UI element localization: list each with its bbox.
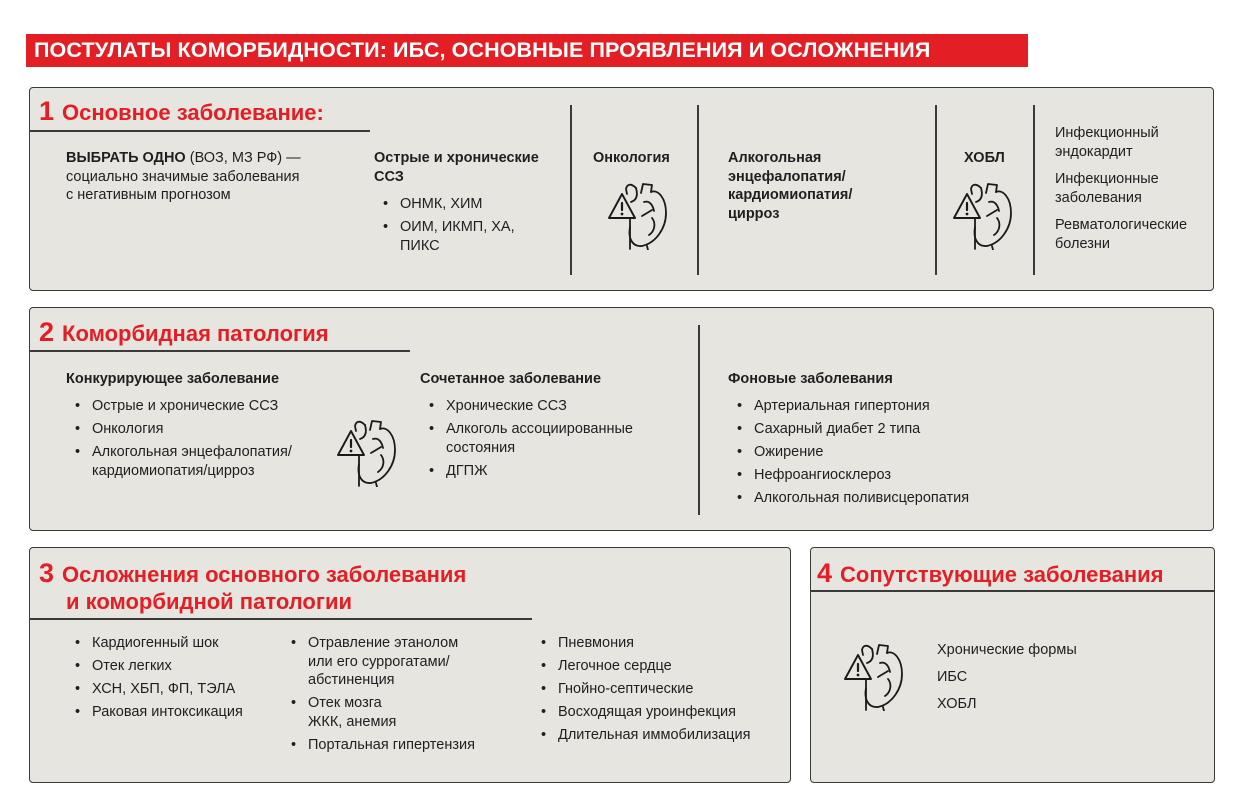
heart-warning-icon xyxy=(608,180,670,250)
section-2-underline xyxy=(30,350,410,352)
list-item-text: ПИКС xyxy=(400,237,440,254)
right-item-line: болезни xyxy=(1055,235,1111,252)
right-item-line: Инфекционные xyxy=(1055,171,1159,187)
list-item-text: Алкоголь ассоциированные xyxy=(446,421,633,437)
alcohol-line: энцефалопатия/ xyxy=(728,168,846,185)
background-heading: Фоновые заболевания xyxy=(728,371,893,387)
copd-label: ХОБЛ xyxy=(964,150,1005,166)
competing-heading: Конкурирующее заболевание xyxy=(66,371,280,387)
list-item: • Артериальная гипертония xyxy=(728,397,1048,416)
list-item-text: ОИМ, ИКМП, ХА, xyxy=(400,219,515,235)
list-item: • Легочное сердце xyxy=(532,657,782,676)
alcohol-line: цирроз xyxy=(728,205,780,222)
cvd-heading-line-1: Острые и хронические xyxy=(374,150,539,166)
cvd-list xyxy=(374,195,574,255)
section-comorbid-pathology xyxy=(29,307,1214,531)
alcohol-label xyxy=(728,149,852,223)
right-item-line: Инфекционный xyxy=(1055,125,1159,141)
section-complications xyxy=(29,547,791,783)
section-4-title xyxy=(817,560,1163,588)
list-item xyxy=(66,443,356,480)
section-3-heading-line-2: и коморбидной патологии xyxy=(66,589,353,614)
section-main-disease xyxy=(29,87,1214,291)
complications-list-1 xyxy=(66,634,296,726)
intro-line-3: с негативным прогнозом xyxy=(66,187,231,203)
competing-list xyxy=(66,397,356,485)
list-item: • Сахарный диабет 2 типа xyxy=(728,420,1048,439)
section-3-underline xyxy=(30,618,532,620)
divider xyxy=(570,105,572,275)
list-item: • Раковая интоксикация xyxy=(66,703,296,722)
list-item-text: Отравление этанолом xyxy=(308,635,459,651)
concomitant-item-3: ХОБЛ xyxy=(937,696,977,712)
intro-line-2: социально значимые заболевания xyxy=(66,168,300,185)
list-item: • Портальная гипертензия xyxy=(282,736,522,755)
list-item-text: кардиомиопатия/цирроз xyxy=(92,462,255,479)
section-1-underline xyxy=(30,130,370,132)
list-item: • Кардиогенный шок xyxy=(66,634,296,653)
section-4-number: 4 xyxy=(817,558,833,588)
heart-warning-icon xyxy=(337,417,399,487)
list-item: • Нефроангиосклероз xyxy=(728,466,1048,485)
section-1-number: 1 xyxy=(39,96,55,126)
divider xyxy=(1033,105,1035,275)
section-2-number: 2 xyxy=(39,317,55,347)
section-2-heading: Коморбидная патология xyxy=(62,321,329,346)
list-item: • Отек легких xyxy=(66,657,296,676)
list-item: • Гнойно-септические xyxy=(532,680,782,699)
list-item: • Пневмония xyxy=(532,634,782,653)
list-item: • Длительная иммобилизация xyxy=(532,726,782,745)
alcohol-line: Алкогольная xyxy=(728,150,822,166)
list-item-text: абстиненция xyxy=(308,672,395,688)
section-2-title xyxy=(39,319,329,347)
complications-list-3 xyxy=(532,634,782,749)
divider xyxy=(697,105,699,275)
concomitant-item-1: Хронические формы xyxy=(937,642,1077,658)
alcohol-line: кардиомиопатия/ xyxy=(728,187,853,203)
intro-bold: ВЫБРАТЬ ОДНО xyxy=(66,150,186,166)
list-item: • ДГПЖ xyxy=(420,462,690,481)
oncology-label: Онкология xyxy=(593,150,670,166)
section-1-heading: Основное заболевание: xyxy=(62,100,324,125)
list-item: • Алкогольная поливисцеропатия xyxy=(728,489,1048,508)
list-item: • ХСН, ХБП, ФП, ТЭЛА xyxy=(66,680,296,699)
list-item-text: или его суррогатами/ xyxy=(308,653,450,670)
right-item-line: эндокардит xyxy=(1055,143,1133,160)
cvd-heading xyxy=(374,149,539,186)
page-title: ПОСТУЛАТЫ КОМОРБИДНОСТИ: ИБС, ОСНОВНЫЕ ПРОЯВЛЕНИЯ И ОСЛОЖНЕНИЯ xyxy=(26,34,1028,67)
list-item: • Острые и хронические ССЗ xyxy=(66,397,356,416)
right-item-line: Ревматологические xyxy=(1055,217,1188,233)
list-item-text: ЖКК, анемия xyxy=(308,713,397,730)
list-item-text: Алкогольная энцефалопатия/ xyxy=(92,444,292,460)
right-item-1 xyxy=(1055,124,1159,161)
list-item xyxy=(282,634,522,690)
section-concomitant xyxy=(810,547,1215,783)
concomitant-item-2: ИБС xyxy=(937,669,968,685)
heart-warning-icon xyxy=(953,180,1015,250)
list-item: • Восходящая уроинфекция xyxy=(532,703,782,722)
background-list xyxy=(728,397,1048,512)
section-4-underline xyxy=(811,590,1214,592)
heart-warning-icon xyxy=(844,641,906,711)
section-3-heading-line-1: Осложнения основного заболевания xyxy=(62,562,467,587)
cvd-heading-line-2: ССЗ xyxy=(374,168,404,185)
list-item: • Ожирение xyxy=(728,443,1048,462)
list-item-text: состояния xyxy=(446,439,516,456)
complications-list-2 xyxy=(282,634,522,759)
list-item: • Онкология xyxy=(66,420,356,439)
combined-list xyxy=(420,397,690,485)
list-item xyxy=(282,694,522,731)
right-item-3 xyxy=(1055,216,1187,253)
intro-line-1: (ВОЗ, МЗ РФ) — xyxy=(185,150,301,166)
section-4-heading: Сопутствующие заболевания xyxy=(840,562,1164,587)
section-3-title xyxy=(39,560,466,615)
right-item-2 xyxy=(1055,170,1159,207)
section-1-intro xyxy=(66,149,356,205)
section-1-title xyxy=(39,98,324,126)
list-item: • Хронические ССЗ xyxy=(420,397,690,416)
list-item xyxy=(420,420,690,457)
divider xyxy=(935,105,937,275)
list-item: • ОНМК, ХИМ xyxy=(374,195,574,214)
section-3-number: 3 xyxy=(39,558,55,588)
divider xyxy=(698,325,700,515)
list-item-text: Отек мозга xyxy=(308,695,382,711)
list-item xyxy=(374,218,574,255)
right-item-line: заболевания xyxy=(1055,189,1142,206)
combined-heading: Сочетанное заболевание xyxy=(420,371,602,387)
